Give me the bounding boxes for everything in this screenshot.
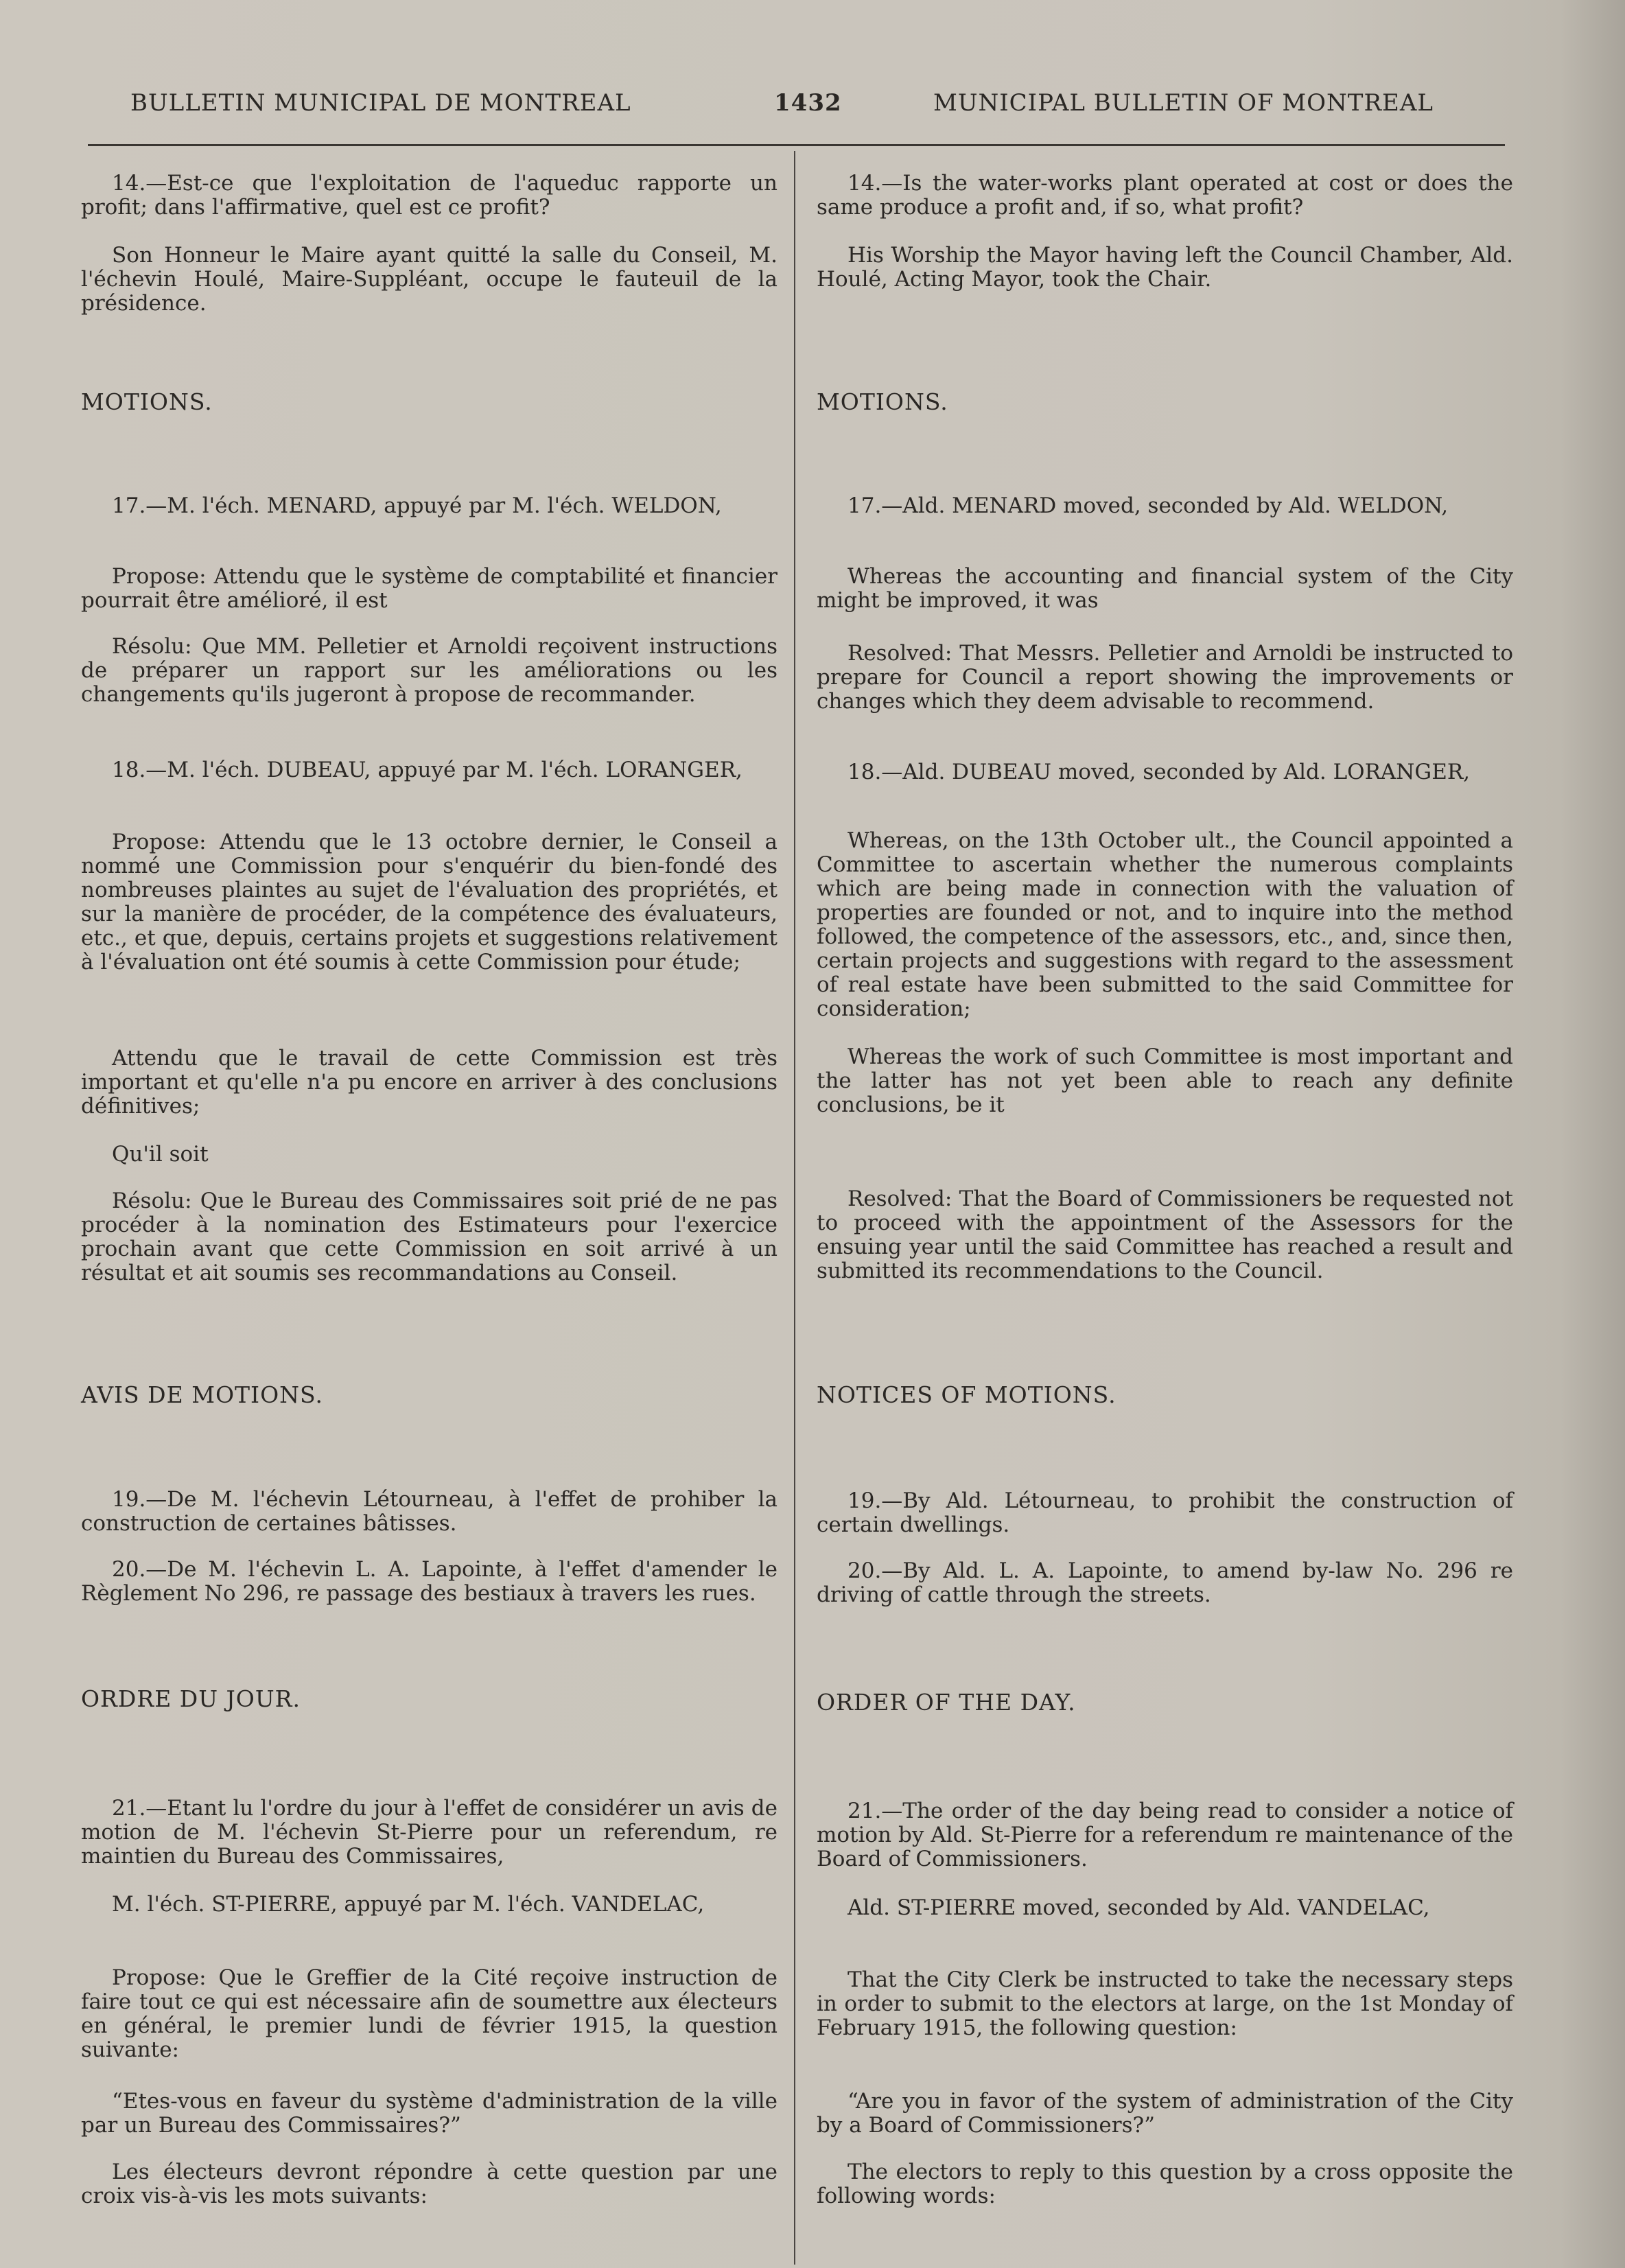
en-item-19: 19.—By Ald. Létourneau, to prohibit the construction of certain dwellings. bbox=[817, 1488, 1513, 1537]
en-item-21-moved: Ald. ST-PIERRE moved, seconded by Ald. VANDELAC, bbox=[847, 1895, 1430, 1920]
en-heading-motions: MOTIONS. bbox=[817, 388, 948, 415]
fr-item-19: 19.—De M. l'échevin Létourneau, à l'effet de prohiber la construction de certaines bâtisses. bbox=[81, 1487, 778, 1536]
page-number: 1432 bbox=[774, 89, 842, 117]
en-item-21-electors: The electors to reply to this question by a cross opposite the following words: bbox=[817, 2160, 1513, 2208]
fr-item-17-resolu: Résolu: Que MM. Pelletier et Arnoldi reçoivent instructions de préparer un rapport sur les améliorations ou les changements qu'ils jugeront à propose de recommander. bbox=[81, 634, 778, 707]
fr-item-21-electeurs: Les électeurs devront répondre à cette question par une croix vis-à-vis les mots suivants: bbox=[81, 2160, 778, 2208]
fr-item-18-resolu: Résolu: Que le Bureau des Commissaires soit prié de ne pas procéder à la nomination des Estimateurs pour l'exercice prochain avant que cette Commission en soit arrivé à un résultat et ait soumis ses recommandations au Conseil. bbox=[81, 1189, 778, 1285]
en-item-18-whereas: Whereas, on the 13th October ult., the Council appointed a Committee to ascertain whether the numerous complaints which are being made in connection with the valuation of properties are founded or not, and to inquire into the method followed, the competence of the assessors, etc., and, since then, certain projects and suggestions with regard to the assessment of real estate have been submitted to the said Committee for consideration; bbox=[817, 828, 1513, 1021]
fr-item-14: 14.—Est-ce que l'exploitation de l'aqueduc rapporte un profit; dans l'affirmative, quel est ce profit? bbox=[81, 171, 778, 220]
fr-item-18-attendu: Attendu que le travail de cette Commission est très important et qu'elle n'a pu encore en arriver à des conclusions définitives; bbox=[81, 1046, 778, 1119]
en-item-17-resolved: Resolved: That Messrs. Pelletier and Arnoldi be instructed to prepare for Council a report showing the improvements or changes which they deem advisable to recommend. bbox=[817, 641, 1513, 714]
fr-item-21-question: “Etes-vous en faveur du système d'administration de la ville par un Bureau des Commissaires?” bbox=[81, 2089, 778, 2138]
en-heading-order: ORDER OF THE DAY. bbox=[817, 1689, 1076, 1716]
fr-item-20: 20.—De M. l'échevin L. A. Lapointe, à l'effet d'amender le Règlement No 296, re passage des bestiaux à travers les rues. bbox=[81, 1557, 778, 1606]
fr-item-21-propose: Propose: Que le Greffier de la Cité reçoive instruction de faire tout ce qui est nécessaire afin de soumettre aux électeurs en général, le premier lundi de février 1915, la question suivante: bbox=[81, 1965, 778, 2062]
en-item-14: 14.—Is the water-works plant operated at cost or does the same produce a profit and, if so, what profit? bbox=[817, 171, 1513, 220]
fr-heading-ordre: ORDRE DU JOUR. bbox=[81, 1685, 301, 1712]
header-english-title: MUNICIPAL BULLETIN OF MONTREAL bbox=[933, 89, 1434, 117]
fr-mayor-left: Son Honneur le Maire ayant quitté la salle du Conseil, M. l'échevin Houlé, Maire-Suppléant, occupe le fauteuil de la présidence. bbox=[81, 243, 778, 316]
en-item-18: 18.—Ald. DUBEAU moved, seconded by Ald. LORANGER, bbox=[847, 760, 1471, 784]
page-header bbox=[82, 89, 1510, 130]
fr-item-21: 21.—Etant lu l'ordre du jour à l'effet de considérer un avis de motion de M. l'échevin St-Pierre pour un referendum, re maintien du Bureau des Commissaires, bbox=[81, 1796, 778, 1869]
fr-heading-motions: MOTIONS. bbox=[81, 388, 213, 415]
fr-item-18: 18.—M. l'éch. DUBEAU, appuyé par M. l'éch. LORANGER, bbox=[112, 758, 743, 782]
en-item-21-that: That the City Clerk be instructed to take the necessary steps in order to submit to the electors at large, on the 1st Monday of February 1915, the following question: bbox=[817, 1967, 1513, 2040]
en-item-20: 20.—By Ald. L. A. Lapointe, to amend by-law No. 296 re driving of cattle through the streets. bbox=[817, 1558, 1513, 1607]
en-item-21-question: “Are you in favor of the system of administration of the City by a Board of Commissioners?” bbox=[817, 2089, 1513, 2138]
en-item-21: 21.—The order of the day being read to consider a notice of motion by Ald. St-Pierre for a referendum re maintenance of the Board of Commissioners. bbox=[817, 1799, 1513, 1871]
header-french-title: BULLETIN MUNICIPAL DE MONTREAL bbox=[130, 89, 631, 117]
fr-item-17-propose: Propose: Attendu que le système de comptabilité et financier pourrait être amélioré, il est bbox=[81, 564, 778, 613]
en-heading-notices: NOTICES OF MOTIONS. bbox=[817, 1381, 1117, 1408]
fr-item-17: 17.—M. l'éch. MENARD, appuyé par M. l'éch. WELDON, bbox=[112, 493, 722, 518]
en-item-18-resolved: Resolved: That the Board of Commissioners be requested not to proceed with the appointment of the Assessors for the ensuing year until the said Committee has reached a result and submitted its recommendations to the Council. bbox=[817, 1186, 1513, 1283]
en-mayor-left: His Worship the Mayor having left the Council Chamber, Ald. Houlé, Acting Mayor, took the Chair. bbox=[817, 243, 1513, 292]
header-rule bbox=[88, 144, 1505, 146]
en-item-17-whereas: Whereas the accounting and financial system of the City might be improved, it was bbox=[817, 564, 1513, 613]
fr-item-21-moved: M. l'éch. ST-PIERRE, appuyé par M. l'éch. VANDELAC, bbox=[112, 1892, 705, 1917]
fr-item-18-propose: Propose: Attendu que le 13 octobre dernier, le Conseil a nommé une Commission pour s'enquérir du bien-fondé des nombreuses plaintes au sujet de l'évaluation des propriétés, et sur la manière de procéder, de la compétence des évaluateurs, etc., et que, depuis, certains projets et suggestions relativement à l'évaluation ont été soumis à cette Commission pour étude; bbox=[81, 830, 778, 974]
fr-item-18-quil-soit: Qu'il soit bbox=[112, 1142, 209, 1167]
column-divider bbox=[794, 151, 795, 2265]
en-item-17: 17.—Ald. MENARD moved, seconded by Ald. WELDON, bbox=[847, 493, 1449, 518]
en-item-18-whereas-2: Whereas the work of such Committee is most important and the latter has not yet been able to reach any definite conclusions, be it bbox=[817, 1044, 1513, 1117]
fr-heading-avis: AVIS DE MOTIONS. bbox=[81, 1381, 323, 1408]
